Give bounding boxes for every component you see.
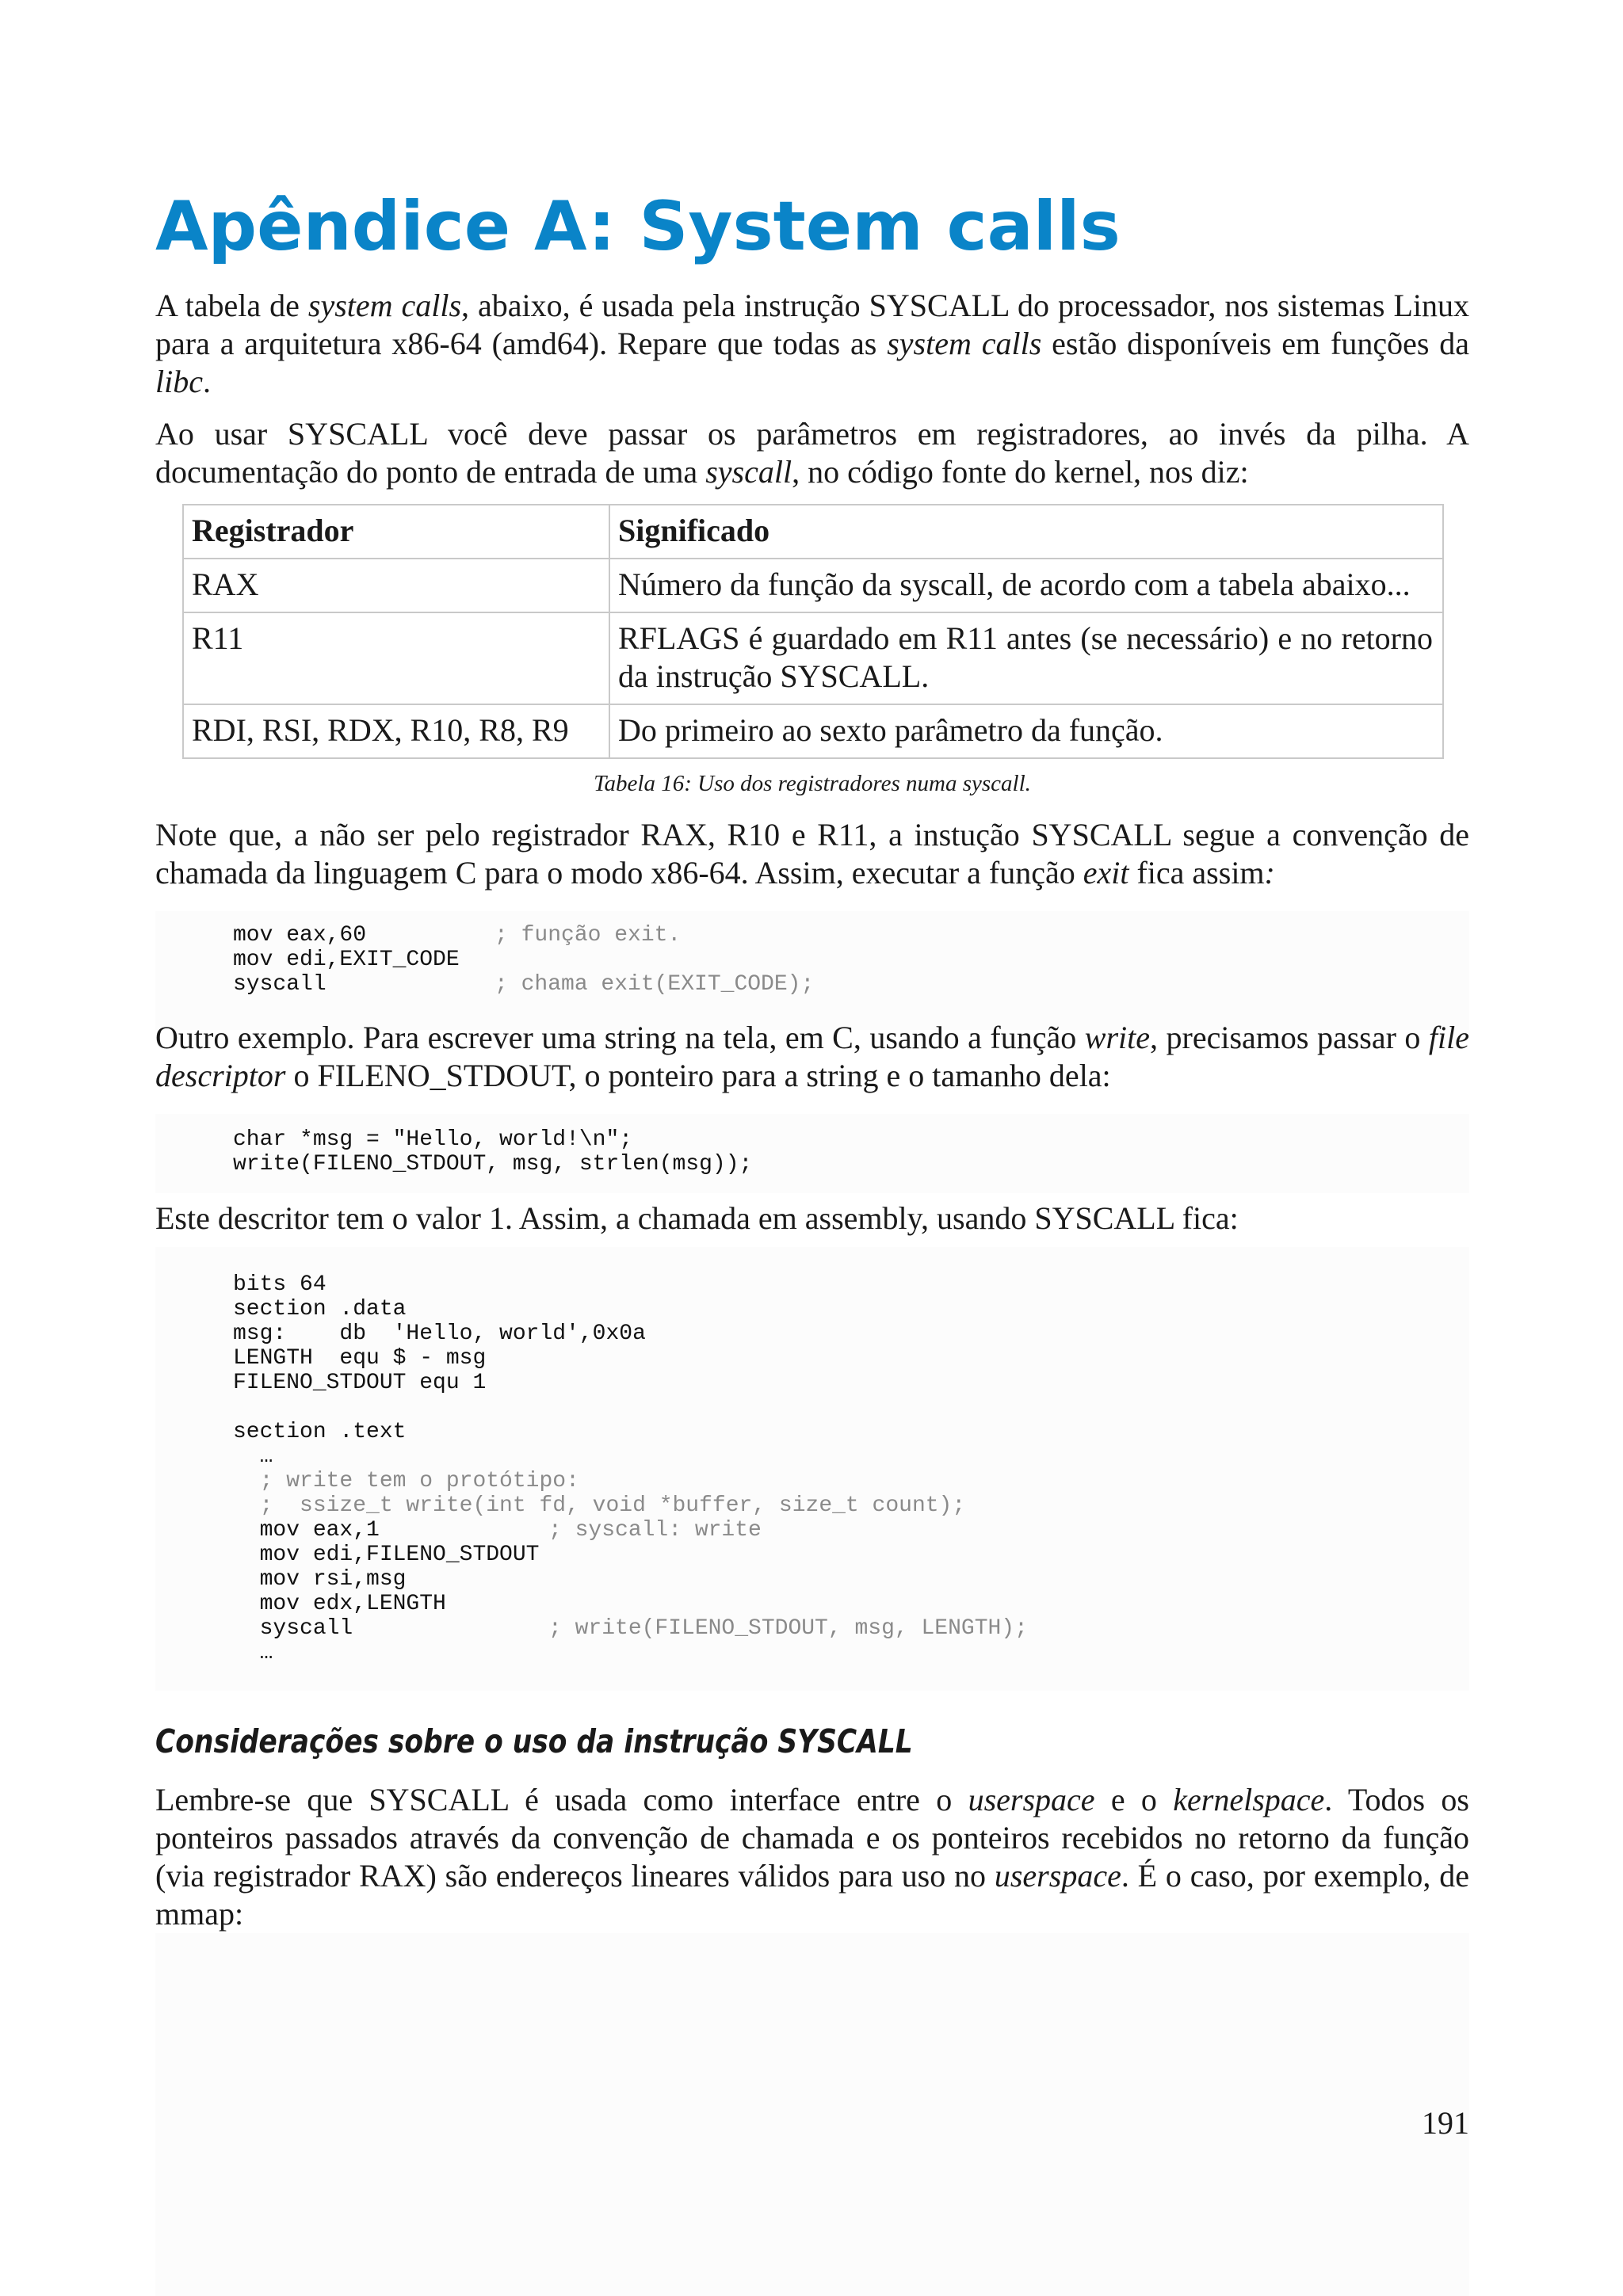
- code-text: mov eax,60: [233, 923, 367, 948]
- code-line: [155, 923, 1469, 948]
- table-cell: Do primeiro ao sexto parâmetro da função.: [609, 704, 1443, 758]
- code-line: [155, 1641, 1469, 1665]
- convention-paragraph: [155, 816, 1469, 892]
- code-text: msg: db 'Hello, world',0x0a: [233, 1322, 646, 1346]
- code-line: [155, 1444, 1469, 1469]
- code-comment: ; chama exit(EXIT_CODE);: [495, 972, 815, 997]
- code-text: LENGTH equ $ - msg: [233, 1346, 487, 1371]
- table-row: [183, 612, 1443, 704]
- code-text: section .data: [233, 1297, 407, 1322]
- text: . É o caso, por exemplo, de mmap:: [155, 1858, 1469, 1932]
- table-row: [183, 559, 1443, 612]
- table-cell: R11: [183, 612, 609, 704]
- table-cell: RDI, RSI, RDX, R10, R8, R9: [183, 704, 609, 758]
- syscall-considerations-paragraph: [155, 1781, 1469, 1933]
- emphasis: system calls: [307, 288, 462, 323]
- code-text: bits 64: [233, 1272, 327, 1297]
- code-line: [155, 1152, 1469, 1177]
- code-text: write(FILENO_STDOUT, msg, strlen(msg));: [233, 1152, 753, 1177]
- text: Lembre-se que SYSCALL é usada como interface entre o: [155, 1782, 968, 1817]
- text: e o: [1094, 1782, 1174, 1817]
- descriptor-paragraph: Este descritor tem o valor 1. Assim, a chamada em assembly, usando SYSCALL fica:: [155, 1200, 1239, 1236]
- emphasis: syscall: [705, 454, 792, 490]
- table-cell: Número da função da syscall, de acordo com a tabela abaixo...: [609, 559, 1443, 612]
- text: fica assim: [1128, 855, 1265, 891]
- text: Ao usar SYSCALL você deve passar os parâmetros em registradores, ao invés da pilha. A documentação do ponto de entrada de uma: [155, 416, 1469, 490]
- code-comment: ; função exit.: [495, 923, 682, 948]
- code-comment: ; syscall: write: [548, 1518, 762, 1543]
- code-line: [155, 1493, 1469, 1518]
- code-line: [155, 1518, 1469, 1543]
- emphasis: exit: [1083, 855, 1129, 891]
- table-header: Registrador: [183, 505, 609, 559]
- code-text: …: [233, 1641, 273, 1665]
- page-number: 191: [1422, 2105, 1469, 2141]
- code-lines: [155, 1127, 1469, 1177]
- code-comment: ; ssize_t write(int fd, void *buffer, size_t count);: [233, 1493, 966, 1518]
- code-text: FILENO_STDOUT equ 1: [233, 1371, 487, 1395]
- table-cell: RAX: [183, 559, 609, 612]
- text: . Todos os ponteiros passados através da convenção de chamada e os ponteiros recebidos no retorno da função (via registrador RAX) são endereços lineares válidos para uso no: [155, 1782, 1469, 1894]
- code-line: [155, 1469, 1469, 1493]
- registers-paragraph: [155, 415, 1469, 491]
- code-line: [155, 1127, 1469, 1152]
- code-comment: ; write tem o protótipo:: [233, 1469, 579, 1493]
- text: .: [202, 364, 211, 399]
- text: A tabela de: [155, 288, 308, 323]
- code-line: [155, 1395, 1469, 1420]
- table-caption: Tabela 16: Uso dos registradores numa syscall.: [594, 771, 1031, 796]
- registers-table: [182, 504, 1444, 759]
- code-line: [155, 1567, 1469, 1592]
- code-lines: [155, 1272, 1469, 1665]
- code-text: mov edx,LENGTH: [233, 1592, 446, 1616]
- emphasis: system calls: [887, 326, 1042, 361]
- code-line: [155, 1420, 1469, 1444]
- code-line: [155, 948, 1469, 972]
- table-header: Significado: [609, 505, 1443, 559]
- text: , abaixo, é usada pela instrução SYSCALL do processador, nos sistemas Linux para a arquitetura x86-64 (amd64). Repare que todas as: [155, 288, 1469, 361]
- code-line: [155, 1616, 1469, 1641]
- table-row: [183, 704, 1443, 758]
- text: Note que, a não ser pelo registrador RAX, R10 e R11, a instução SYSCALL segue a convenção de chamada da linguagem C para o modo x86-64. Assim, executar a função: [155, 817, 1469, 891]
- code-line: [155, 1543, 1469, 1567]
- code-text: mov eax,1: [233, 1518, 380, 1543]
- emphasis: :: [1264, 855, 1275, 891]
- text: , precisamos passar o: [1150, 1020, 1429, 1055]
- code-text: section .text: [233, 1420, 407, 1444]
- emphasis: libc: [155, 364, 203, 399]
- emphasis: kernelspace: [1173, 1782, 1325, 1817]
- emphasis: userspace: [994, 1858, 1121, 1894]
- emphasis: write: [1084, 1020, 1150, 1055]
- code-block-assembly: [155, 1247, 1469, 1691]
- text: , no código fonte do kernel, nos diz:: [792, 454, 1249, 490]
- code-block-exit: [155, 911, 1469, 1030]
- code-line: [155, 1592, 1469, 1616]
- page-title: Apêndice A: System calls: [155, 187, 1121, 266]
- emphasis: userspace: [968, 1782, 1095, 1817]
- write-example-paragraph: [155, 1019, 1469, 1095]
- text: estão disponíveis em funções da: [1041, 326, 1470, 361]
- table-cell: RFLAGS é guardado em R11 antes (se necessário) e no retorno da instrução SYSCALL.: [609, 612, 1443, 704]
- code-line: [155, 1272, 1469, 1297]
- code-line: [155, 972, 1469, 997]
- code-lines: [155, 923, 1469, 997]
- code-text: …: [233, 1444, 273, 1469]
- code-text: mov edi,FILENO_STDOUT: [233, 1543, 540, 1567]
- table-header-row: [183, 505, 1443, 559]
- emphasis: file descriptor: [155, 1020, 1469, 1093]
- section-subheading: Considerações sobre o uso da instrução SYSCALL: [155, 1722, 913, 1760]
- code-line: [155, 1297, 1469, 1322]
- code-text: mov rsi,msg: [233, 1567, 407, 1592]
- code-block-continuation: [155, 1933, 1469, 2296]
- code-comment: ; write(FILENO_STDOUT, msg, LENGTH);: [548, 1616, 1028, 1641]
- code-line: [155, 1346, 1469, 1371]
- code-line: [155, 1322, 1469, 1346]
- code-block-c-write: [155, 1114, 1469, 1193]
- text: Outro exemplo. Para escrever uma string na tela, em C, usando a função: [155, 1020, 1085, 1055]
- code-text: syscall: [233, 972, 327, 997]
- intro-paragraph: [155, 287, 1469, 401]
- code-text: mov edi,EXIT_CODE: [233, 948, 460, 972]
- code-line: [155, 1371, 1469, 1395]
- text: o FILENO_STDOUT, o ponteiro para a string e o tamanho dela:: [285, 1058, 1111, 1093]
- code-text: syscall: [233, 1616, 353, 1641]
- code-text: char *msg = "Hello, world!\n";: [233, 1127, 633, 1152]
